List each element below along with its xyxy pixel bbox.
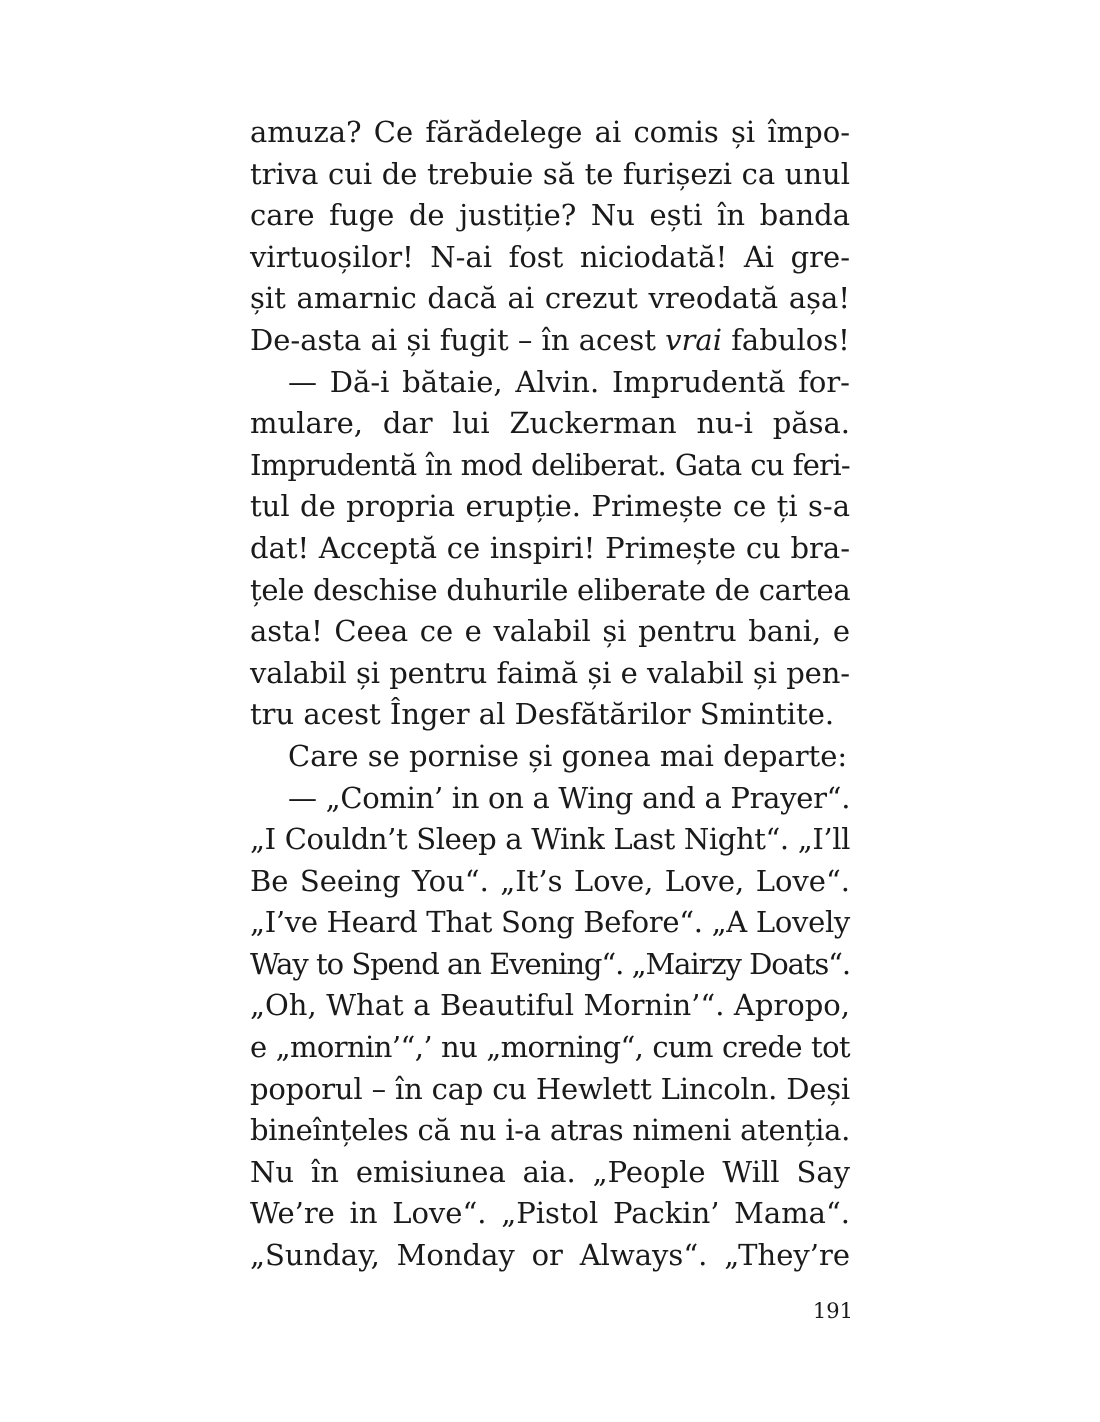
text-line: tru acest Înger al Desfătărilor Smintite.: [250, 697, 835, 732]
text-line: valabil și pentru faimă și e valabil și pen-: [250, 655, 850, 690]
text-line: Imprudentă în mod deliberat. Gata cu feri-: [250, 447, 850, 482]
text-line: „Oh, What a Beautiful Mornin’“. Apropo,: [250, 988, 850, 1023]
text-line: amuza? Ce fărădelege ai comis și împo-: [250, 115, 850, 149]
text-line: Nu în emisiunea aia. „People Will Say: [250, 1154, 850, 1189]
text-line: care fuge de justiție? Nu ești în banda: [250, 198, 850, 233]
text-line: — „Comin’ in on a Wing and a Prayer“.: [288, 780, 851, 815]
text-line: bineînțeles că nu i-a atras nimeni atenția.: [250, 1113, 850, 1148]
text-line: triva cui de trebuie să te furișezi ca unul: [250, 156, 850, 191]
text-line: țele deschise duhurile eliberate de cartea: [250, 572, 851, 607]
text-line: asta! Ceea ce e valabil și pentru bani, e: [250, 614, 850, 649]
text-line: tul de propria erupție. Primește ce ți s-a: [250, 489, 850, 524]
text-line: poporul – în cap cu Hewlett Lincoln. Deși: [250, 1071, 850, 1106]
text-line: dat! Acceptă ce inspiri! Primește cu bra-: [250, 530, 850, 565]
text-segment: fabulos!: [721, 322, 850, 357]
text-line: șit amarnic dacă ai crezut vreodată așa!: [250, 281, 850, 316]
text-line: mulare, dar lui Zuckerman nu-i păsa.: [250, 406, 850, 441]
text-line: virtuoșilor! N-ai fost niciodată! Ai gre-: [250, 239, 850, 274]
text-line: Way to Spend an Evening“. „Mairzy Doats“.: [250, 946, 850, 981]
body-text: [250, 112, 850, 1277]
text-line: We’re in Love“. „Pistol Packin’ Mama“.: [250, 1196, 850, 1231]
text-line: „I Couldn’t Sleep a Wink Last Night“. „I’ll: [250, 822, 850, 857]
text-line: — Dă-i bătaie, Alvin. Imprudentă for-: [288, 364, 850, 399]
italic-word: vrai: [665, 322, 722, 357]
text-line: Be Seeing You“. „It’s Love, Love, Love“.: [250, 863, 850, 898]
text-line: Care se pornise și gonea mai departe:: [288, 738, 848, 773]
text-line: „I’ve Heard That Song Before“. „A Lovely: [250, 905, 850, 940]
text-segment: De-asta ai și fugit – în acest: [250, 322, 666, 357]
text-line: [250, 320, 850, 362]
page-number: 191: [812, 1299, 853, 1323]
text-line: e „mornin’“,’ nu „morning“, cum crede tot: [250, 1030, 850, 1065]
text-line: „Sunday, Monday or Always“. „They’re: [250, 1238, 850, 1273]
